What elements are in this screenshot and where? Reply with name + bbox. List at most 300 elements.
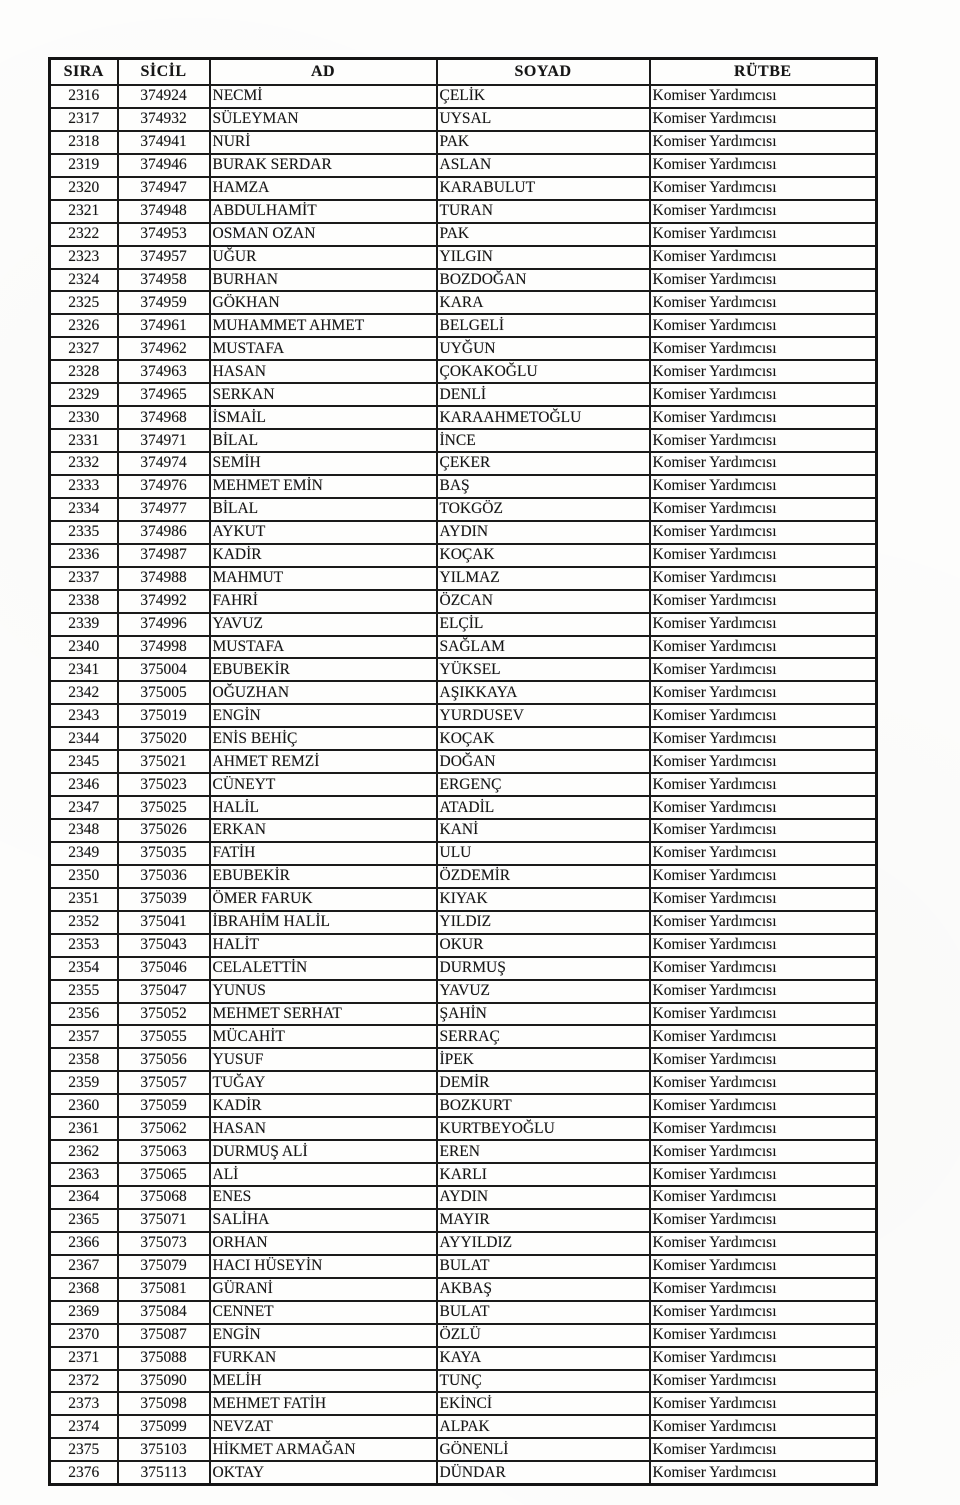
cell-soyad: ÖZCAN [437,590,650,613]
cell-soyad: YILDIZ [437,911,650,934]
cell-ad: MUSTAFA [210,636,437,659]
cell-sicil: 375068 [118,1186,210,1209]
cell-sicil: 375059 [118,1094,210,1117]
table-row [50,383,877,406]
table-row [50,200,877,223]
cell-rutbe: Komiser Yardımcısı [650,246,877,269]
table-row [50,1255,877,1278]
cell-soyad: BULAT [437,1255,650,1278]
cell-rutbe: Komiser Yardımcısı [650,957,877,980]
cell-sira: 2375 [50,1438,118,1461]
cell-ad: NURİ [210,131,437,154]
cell-soyad: MAYIR [437,1209,650,1232]
cell-sicil: 375041 [118,911,210,934]
table-row [50,727,877,750]
cell-sira: 2328 [50,360,118,383]
cell-sicil: 375087 [118,1324,210,1347]
cell-sira: 2350 [50,865,118,888]
table-row [50,498,877,521]
cell-sira: 2372 [50,1370,118,1393]
cell-sicil: 375073 [118,1232,210,1255]
cell-rutbe: Komiser Yardımcısı [650,177,877,200]
table-row [50,957,877,980]
cell-rutbe: Komiser Yardımcısı [650,865,877,888]
cell-sira: 2339 [50,613,118,636]
cell-ad: KADİR [210,544,437,567]
cell-sicil: 375046 [118,957,210,980]
table-row [50,636,877,659]
cell-sicil: 375062 [118,1117,210,1140]
cell-sira: 2331 [50,429,118,452]
cell-ad: ERKAN [210,819,437,842]
cell-ad: SEMİH [210,452,437,475]
cell-rutbe: Komiser Yardımcısı [650,613,877,636]
cell-soyad: DOĞAN [437,750,650,773]
cell-soyad: KANİ [437,819,650,842]
cell-sicil: 374965 [118,383,210,406]
table-row [50,934,877,957]
cell-sira: 2323 [50,246,118,269]
cell-ad: OKTAY [210,1461,437,1484]
cell-sira: 2368 [50,1278,118,1301]
table-row [50,1163,877,1186]
table-row [50,590,877,613]
table-row [50,85,877,108]
table-row [50,544,877,567]
cell-sicil: 374957 [118,246,210,269]
cell-ad: DURMUŞ ALİ [210,1140,437,1163]
cell-sicil: 375103 [118,1438,210,1461]
cell-sicil: 375099 [118,1415,210,1438]
cell-sicil: 374947 [118,177,210,200]
cell-rutbe: Komiser Yardımcısı [650,406,877,429]
table-row [50,177,877,200]
cell-rutbe: Komiser Yardımcısı [650,1094,877,1117]
cell-ad: HASAN [210,360,437,383]
cell-soyad: YAVUZ [437,980,650,1003]
cell-rutbe: Komiser Yardımcısı [650,1186,877,1209]
cell-rutbe: Komiser Yardımcısı [650,750,877,773]
cell-rutbe: Komiser Yardımcısı [650,1232,877,1255]
cell-rutbe: Komiser Yardımcısı [650,1209,877,1232]
cell-sicil: 374948 [118,200,210,223]
cell-sira: 2357 [50,1025,118,1048]
cell-ad: HALİT [210,934,437,957]
cell-ad: CENNET [210,1301,437,1324]
cell-rutbe: Komiser Yardımcısı [650,1255,877,1278]
cell-ad: İSMAİL [210,406,437,429]
cell-sicil: 374932 [118,108,210,131]
cell-sicil: 375036 [118,865,210,888]
cell-ad: BİLAL [210,429,437,452]
cell-soyad: UYĞUN [437,337,650,360]
table-row [50,704,877,727]
cell-sicil: 375065 [118,1163,210,1186]
table-row [50,406,877,429]
cell-ad: HACI HÜSEYİN [210,1255,437,1278]
cell-sira: 2326 [50,314,118,337]
cell-ad: MELİH [210,1370,437,1393]
cell-sira: 2351 [50,888,118,911]
cell-sicil: 374924 [118,85,210,108]
cell-soyad: KURTBEYOĞLU [437,1117,650,1140]
cell-rutbe: Komiser Yardımcısı [650,383,877,406]
table-row [50,1094,877,1117]
cell-ad: HASAN [210,1117,437,1140]
cell-ad: TUĞAY [210,1071,437,1094]
table-row [50,1232,877,1255]
cell-soyad: SERRAÇ [437,1025,650,1048]
cell-sicil: 375043 [118,934,210,957]
cell-sicil: 374986 [118,521,210,544]
cell-sicil: 374953 [118,223,210,246]
table-row [50,1025,877,1048]
cell-sira: 2362 [50,1140,118,1163]
table-row [50,131,877,154]
table-row [50,681,877,704]
cell-sicil: 375056 [118,1048,210,1071]
cell-soyad: DÜNDAR [437,1461,650,1484]
cell-ad: OĞUZHAN [210,681,437,704]
header-row [50,59,877,86]
cell-soyad: YILGIN [437,246,650,269]
table-row [50,567,877,590]
cell-sira: 2366 [50,1232,118,1255]
table-row [50,819,877,842]
cell-sicil: 374977 [118,498,210,521]
cell-rutbe: Komiser Yardımcısı [650,498,877,521]
cell-rutbe: Komiser Yardımcısı [650,269,877,292]
cell-ad: AYKUT [210,521,437,544]
table-row [50,613,877,636]
cell-sicil: 374946 [118,154,210,177]
cell-rutbe: Komiser Yardımcısı [650,658,877,681]
cell-ad: HİKMET ARMAĞAN [210,1438,437,1461]
cell-sicil: 375005 [118,681,210,704]
cell-ad: YAVUZ [210,613,437,636]
table-row [50,223,877,246]
cell-sira: 2318 [50,131,118,154]
cell-ad: MAHMUT [210,567,437,590]
cell-ad: EBUBEKİR [210,865,437,888]
table-row [50,452,877,475]
cell-soyad: KARLI [437,1163,650,1186]
cell-rutbe: Komiser Yardımcısı [650,1347,877,1370]
cell-rutbe: Komiser Yardımcısı [650,727,877,750]
cell-sira: 2356 [50,1003,118,1026]
cell-sira: 2364 [50,1186,118,1209]
cell-sira: 2320 [50,177,118,200]
cell-ad: HAMZA [210,177,437,200]
table-row [50,1048,877,1071]
table-row [50,773,877,796]
cell-ad: GÖKHAN [210,291,437,314]
cell-soyad: KAYA [437,1347,650,1370]
cell-soyad: DURMUŞ [437,957,650,980]
cell-ad: SERKAN [210,383,437,406]
cell-sira: 2343 [50,704,118,727]
cell-sicil: 374959 [118,291,210,314]
table-row [50,1415,877,1438]
cell-ad: YUNUS [210,980,437,1003]
cell-rutbe: Komiser Yardımcısı [650,85,877,108]
cell-soyad: OKUR [437,934,650,957]
cell-soyad: KOÇAK [437,544,650,567]
cell-sira: 2322 [50,223,118,246]
cell-soyad: PAK [437,131,650,154]
cell-sicil: 375057 [118,1071,210,1094]
cell-rutbe: Komiser Yardımcısı [650,1392,877,1415]
cell-rutbe: Komiser Yardımcısı [650,200,877,223]
cell-soyad: UYSAL [437,108,650,131]
cell-rutbe: Komiser Yardımcısı [650,1415,877,1438]
cell-sira: 2336 [50,544,118,567]
cell-ad: AHMET REMZİ [210,750,437,773]
cell-ad: MUSTAFA [210,337,437,360]
cell-ad: OSMAN OZAN [210,223,437,246]
cell-ad: FATİH [210,842,437,865]
cell-sicil: 375023 [118,773,210,796]
cell-soyad: AYDIN [437,1186,650,1209]
cell-soyad: TURAN [437,200,650,223]
cell-sicil: 375071 [118,1209,210,1232]
cell-rutbe: Komiser Yardımcısı [650,223,877,246]
cell-rutbe: Komiser Yardımcısı [650,1324,877,1347]
cell-rutbe: Komiser Yardımcısı [650,360,877,383]
cell-rutbe: Komiser Yardımcısı [650,1140,877,1163]
cell-sicil: 375052 [118,1003,210,1026]
cell-sira: 2361 [50,1117,118,1140]
cell-ad: MEHMET FATİH [210,1392,437,1415]
cell-rutbe: Komiser Yardımcısı [650,1048,877,1071]
cell-sicil: 374974 [118,452,210,475]
cell-soyad: BULAT [437,1301,650,1324]
cell-sicil: 375047 [118,980,210,1003]
cell-rutbe: Komiser Yardımcısı [650,337,877,360]
cell-soyad: ULU [437,842,650,865]
cell-soyad: AYDIN [437,521,650,544]
column-header-soyad: SOYAD [437,59,650,86]
cell-rutbe: Komiser Yardımcısı [650,1071,877,1094]
cell-rutbe: Komiser Yardımcısı [650,796,877,819]
cell-sicil: 374971 [118,429,210,452]
cell-soyad: YURDUSEV [437,704,650,727]
cell-soyad: EREN [437,1140,650,1163]
cell-sira: 2317 [50,108,118,131]
cell-rutbe: Komiser Yardımcısı [650,681,877,704]
table-row [50,1071,877,1094]
cell-soyad: BAŞ [437,475,650,498]
cell-rutbe: Komiser Yardımcısı [650,888,877,911]
cell-soyad: KIYAK [437,888,650,911]
cell-rutbe: Komiser Yardımcısı [650,291,877,314]
cell-sira: 2319 [50,154,118,177]
cell-sicil: 374962 [118,337,210,360]
cell-sira: 2376 [50,1461,118,1484]
column-header-rutbe: RÜTBE [650,59,877,86]
cell-ad: BURAK SERDAR [210,154,437,177]
cell-ad: FAHRİ [210,590,437,613]
table-row [50,154,877,177]
table-row [50,291,877,314]
cell-soyad: ÇELİK [437,85,650,108]
cell-rutbe: Komiser Yardımcısı [650,704,877,727]
cell-rutbe: Komiser Yardımcısı [650,911,877,934]
table-row [50,750,877,773]
cell-rutbe: Komiser Yardımcısı [650,567,877,590]
cell-soyad: DENLİ [437,383,650,406]
cell-ad: SÜLEYMAN [210,108,437,131]
cell-sicil: 375098 [118,1392,210,1415]
column-header-sicil: SİCİL [118,59,210,86]
cell-ad: ABDULHAMİT [210,200,437,223]
cell-rutbe: Komiser Yardımcısı [650,1370,877,1393]
cell-rutbe: Komiser Yardımcısı [650,131,877,154]
cell-sira: 2369 [50,1301,118,1324]
cell-sira: 2345 [50,750,118,773]
cell-sira: 2332 [50,452,118,475]
cell-soyad: İNCE [437,429,650,452]
cell-sicil: 375039 [118,888,210,911]
table-row [50,1461,877,1484]
cell-sicil: 374958 [118,269,210,292]
cell-sira: 2360 [50,1094,118,1117]
cell-soyad: ELÇİL [437,613,650,636]
table-row [50,314,877,337]
table-row [50,1117,877,1140]
cell-sicil: 375019 [118,704,210,727]
cell-sicil: 374976 [118,475,210,498]
cell-soyad: TUNÇ [437,1370,650,1393]
cell-soyad: KARABULUT [437,177,650,200]
cell-rutbe: Komiser Yardımcısı [650,154,877,177]
cell-sicil: 375113 [118,1461,210,1484]
cell-sira: 2334 [50,498,118,521]
cell-sicil: 374941 [118,131,210,154]
cell-sira: 2367 [50,1255,118,1278]
cell-soyad: ASLAN [437,154,650,177]
cell-sicil: 375021 [118,750,210,773]
cell-sira: 2371 [50,1347,118,1370]
cell-rutbe: Komiser Yardımcısı [650,452,877,475]
cell-rutbe: Komiser Yardımcısı [650,773,877,796]
cell-sira: 2365 [50,1209,118,1232]
cell-soyad: KARA [437,291,650,314]
table-row [50,911,877,934]
cell-soyad: ÇOKAKOĞLU [437,360,650,383]
cell-sira: 2335 [50,521,118,544]
cell-ad: SALİHA [210,1209,437,1232]
cell-sicil: 375079 [118,1255,210,1278]
cell-ad: MEHMET SERHAT [210,1003,437,1026]
cell-ad: UĞUR [210,246,437,269]
cell-ad: MUHAMMET AHMET [210,314,437,337]
cell-rutbe: Komiser Yardımcısı [650,1163,877,1186]
cell-sira: 2333 [50,475,118,498]
cell-ad: BURHAN [210,269,437,292]
cell-soyad: BOZKURT [437,1094,650,1117]
cell-sira: 2329 [50,383,118,406]
cell-sira: 2352 [50,911,118,934]
cell-sicil: 375025 [118,796,210,819]
cell-sicil: 374961 [118,314,210,337]
cell-soyad: YÜKSEL [437,658,650,681]
table-row [50,429,877,452]
cell-sira: 2374 [50,1415,118,1438]
cell-soyad: BELGELİ [437,314,650,337]
cell-sira: 2355 [50,980,118,1003]
cell-sira: 2330 [50,406,118,429]
table-row [50,1003,877,1026]
cell-rutbe: Komiser Yardımcısı [650,1461,877,1484]
cell-sicil: 375084 [118,1301,210,1324]
cell-soyad: KARAAHMETOĞLU [437,406,650,429]
table-row [50,475,877,498]
cell-sira: 2346 [50,773,118,796]
table-row [50,1324,877,1347]
cell-sicil: 375090 [118,1370,210,1393]
cell-soyad: KOÇAK [437,727,650,750]
cell-sira: 2363 [50,1163,118,1186]
cell-soyad: AYYILDIZ [437,1232,650,1255]
cell-sicil: 374968 [118,406,210,429]
cell-ad: MÜCAHİT [210,1025,437,1048]
cell-ad: ORHAN [210,1232,437,1255]
cell-rutbe: Komiser Yardımcısı [650,1301,877,1324]
cell-soyad: TOKGÖZ [437,498,650,521]
cell-soyad: GÖNENLİ [437,1438,650,1461]
table-row [50,521,877,544]
cell-ad: YUSUF [210,1048,437,1071]
cell-sicil: 375035 [118,842,210,865]
cell-ad: MEHMET EMİN [210,475,437,498]
table-row [50,1278,877,1301]
table-row [50,842,877,865]
cell-sira: 2348 [50,819,118,842]
cell-ad: NEVZAT [210,1415,437,1438]
cell-sira: 2353 [50,934,118,957]
cell-ad: ÖMER FARUK [210,888,437,911]
personnel-table [48,57,878,1486]
cell-sira: 2373 [50,1392,118,1415]
cell-rutbe: Komiser Yardımcısı [650,1278,877,1301]
cell-sicil: 374963 [118,360,210,383]
cell-sicil: 375063 [118,1140,210,1163]
cell-rutbe: Komiser Yardımcısı [650,521,877,544]
table-row [50,1347,877,1370]
cell-sira: 2338 [50,590,118,613]
table-row [50,1186,877,1209]
cell-soyad: İPEK [437,1048,650,1071]
cell-sira: 2347 [50,796,118,819]
cell-ad: CELALETTİN [210,957,437,980]
cell-sicil: 375055 [118,1025,210,1048]
cell-rutbe: Komiser Yardımcısı [650,475,877,498]
cell-soyad: AŞIKKAYA [437,681,650,704]
cell-sicil: 374996 [118,613,210,636]
cell-soyad: ALPAK [437,1415,650,1438]
table-row [50,1140,877,1163]
cell-rutbe: Komiser Yardımcısı [650,819,877,842]
cell-sicil: 374992 [118,590,210,613]
cell-sicil: 375026 [118,819,210,842]
cell-ad: ENGİN [210,704,437,727]
cell-soyad: SAĞLAM [437,636,650,659]
cell-sicil: 375088 [118,1347,210,1370]
cell-sira: 2327 [50,337,118,360]
cell-sicil: 374998 [118,636,210,659]
cell-sira: 2354 [50,957,118,980]
